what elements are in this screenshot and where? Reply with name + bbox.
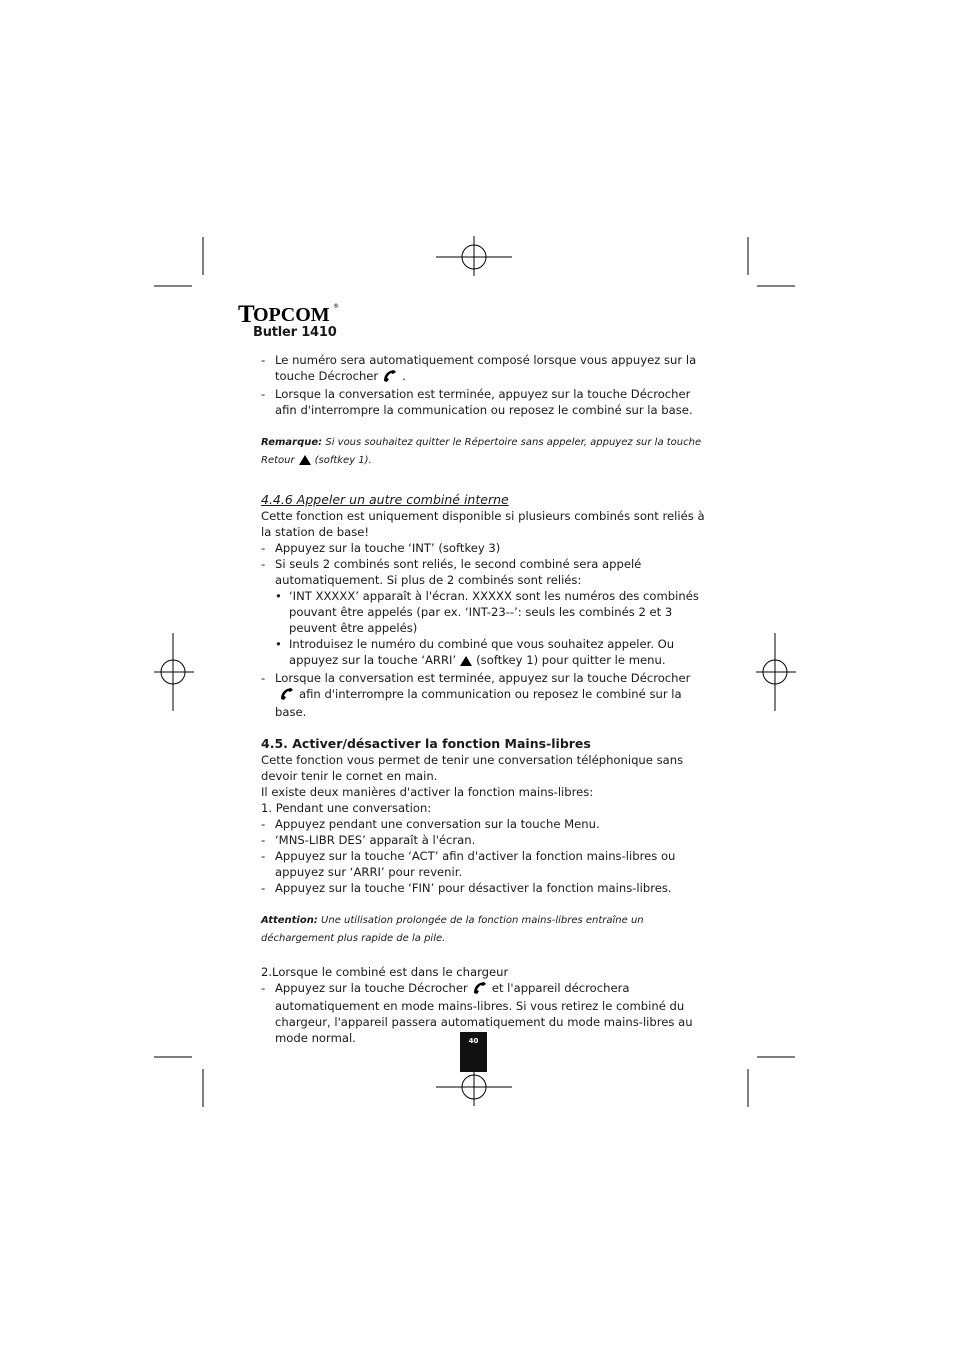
paragraph: 1. Pendant une conversation:: [261, 801, 432, 815]
phone-handset-icon: [279, 687, 295, 704]
logo-rest: OPCOM: [253, 304, 330, 326]
section-heading: 4.5. Activer/désactiver la fonction Mains-libres: [261, 736, 591, 751]
topcom-logo: [238, 300, 342, 326]
paragraph: 2.Lorsque le combiné est dans le chargeur: [261, 965, 509, 979]
logo-t: T: [238, 301, 255, 326]
model-name: Butler 1410: [253, 325, 337, 340]
paragraph: Cette fonction est uniquement disponible si plusieurs combinés sont reliés à la station de base!: [261, 509, 705, 539]
page-content: [261, 352, 711, 1046]
list-item: - Si seuls 2 combinés sont reliés, le second combiné sera appelé automatiquement. Si plus de 2 combinés sont reliés:: [261, 556, 711, 588]
section-heading: 4.4.6 Appeler un autre combiné interne: [261, 492, 509, 507]
triangle-up-icon: [460, 654, 472, 670]
list-item: - Lorsque la conversation est terminée, appuyez sur la touche Décrocherafin d'interrompre la communication ou reposez le combiné sur la base.: [261, 670, 711, 720]
phone-handset-icon: [472, 981, 488, 998]
registered-mark: ®: [333, 303, 339, 310]
phone-handset-icon: [382, 369, 398, 386]
triangle-up-icon: [299, 454, 311, 472]
list-item: - Appuyez sur la touche ‘ACT’ afin d'activer la fonction mains-libres ou appuyez sur ‘ARRI’ pour revenir.: [261, 848, 711, 880]
bullet-item: • ‘INT XXXXX’ apparaît à l'écran. XXXXX sont les numéros des combinés pouvant être appelés (par ex. ‘INT-23--’: seuls les combinés 2 et 3 peuvent être appelés): [261, 588, 711, 636]
bullet-item: • Introduisez le numéro du combiné que vous souhaitez appeler. Ou appuyez sur la touche ‘ARRI’ (softkey 1) pour quitter le menu.: [261, 636, 711, 670]
list-item: - Appuyez sur la touche ‘INT’ (softkey 3): [261, 540, 711, 556]
paragraph: Cette fonction vous permet de tenir une conversation téléphonique sans devoir tenir le cornet en main.: [261, 753, 684, 783]
attention-note: Attention: Une utilisation prolongée de la fonction mains-libres entraîne un déchargement plus rapide de la pile.: [261, 915, 644, 944]
list-item: - Le numéro sera automatiquement composé lorsque vous appuyez sur la touche Décrocher .: [261, 352, 711, 386]
list-item: - Appuyez sur la touche Décrocher et l'appareil décrochera automatiquement en mode mains-libres. Si vous retirez le combiné du chargeur, l'appareil passera automatiquement du mode mains-libres au mode normal.: [261, 980, 711, 1046]
list-item: - ‘MNS-LIBR DES’ apparaît à l'écran.: [261, 832, 711, 848]
list-item: - Appuyez sur la touche ‘FIN’ pour désactiver la fonction mains-libres.: [261, 880, 711, 896]
note: Remarque: Si vous souhaitez quitter le Répertoire sans appeler, appuyez sur la touche Retour (softkey 1).: [261, 434, 711, 472]
list-item: - Appuyez pendant une conversation sur la touche Menu.: [261, 816, 711, 832]
list-item: - Lorsque la conversation est terminée, appuyez sur la touche Décrocher afin d'interrompre la communication ou reposez le combiné sur la base.: [261, 386, 711, 418]
paragraph: Il existe deux manières d'activer la fonction mains-libres:: [261, 785, 594, 799]
page-number: 40: [460, 1032, 487, 1072]
